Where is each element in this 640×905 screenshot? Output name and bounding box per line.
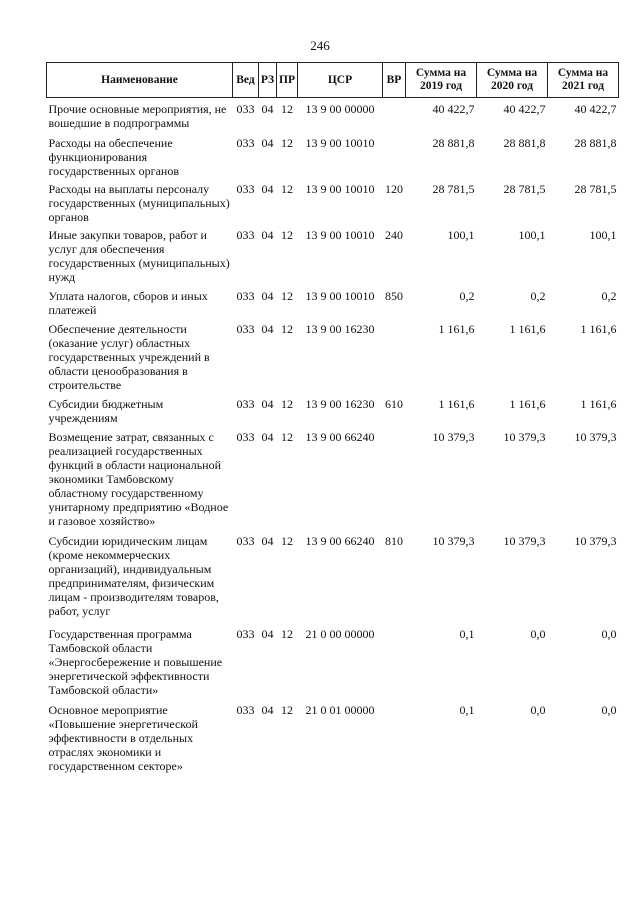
row-ved: 033 [236,228,255,242]
row-name: Расходы на выплаты персоналу государственных (муниципальных) органов [48,182,230,224]
row-rz: 04 [261,228,274,242]
row-sum-2019: 10 379,3 [432,534,475,548]
row-csr: 21 0 00 00000 [305,627,375,641]
row-sum-2021: 0,0 [601,627,617,641]
row-name: Иные закупки товаров, работ и услуг для обеспечения государственных (муниципальных) нужд [48,228,230,284]
table-row [47,623,619,699]
header-sum-2019: Сумма на 2019 год [406,63,477,98]
row-ved: 033 [236,289,255,303]
row-pr: 12 [281,322,293,336]
row-sum-2021: 100,1 [589,228,617,242]
table-row [47,699,619,774]
row-sum-2021: 0,0 [601,703,617,717]
row-pr: 12 [281,534,293,548]
row-ved: 033 [236,397,255,411]
table-row [47,132,619,178]
row-pr: 12 [281,703,293,717]
row-csr: 21 0 01 00000 [305,703,375,717]
row-sum-2019: 40 422,7 [432,102,475,116]
row-pr: 12 [281,430,293,444]
row-name: Уплата налогов, сборов и иных платежей [48,289,208,317]
row-vr [383,132,406,178]
row-name: Субсидии бюджетным учреждениям [48,397,164,425]
row-vr: 850 [385,289,403,303]
header-csr: ЦСР [298,63,383,98]
row-vr: 610 [385,397,403,411]
header-ved: Вед [233,63,259,98]
row-sum-2020: 10 379,3 [503,534,546,548]
row-sum-2020: 1 161,6 [509,322,546,336]
row-csr: 13 9 00 00000 [305,102,375,116]
row-vr [383,426,406,530]
table-row [47,530,619,623]
row-csr: 13 9 00 10010 [305,136,375,150]
row-csr: 13 9 00 66240 [305,430,375,444]
row-ved: 033 [236,534,255,548]
table-row [47,393,619,426]
row-csr: 13 9 00 10010 [305,228,375,242]
row-rz: 04 [261,534,274,548]
row-sum-2020: 28 781,5 [503,182,546,196]
row-sum-2020: 0,0 [530,627,546,641]
header-sum-2020: Сумма на 2020 год [477,63,548,98]
row-rz: 04 [261,430,274,444]
row-sum-2021: 40 422,7 [574,102,617,116]
row-pr: 12 [281,102,293,116]
row-rz: 04 [261,703,274,717]
row-sum-2020: 40 422,7 [503,102,546,116]
row-rz: 04 [261,322,274,336]
row-name: Субсидии юридическим лицам (кроме некоммерческих организаций), индивидуальным предпринимателям, физическим лицам - производителям товаров, работ, услуг [48,534,219,618]
row-sum-2021: 10 379,3 [574,534,617,548]
row-sum-2021: 28 881,8 [574,136,617,150]
row-sum-2019: 28 781,5 [432,182,475,196]
header-sum-2021: Сумма на 2021 год [548,63,619,98]
row-rz: 04 [261,102,274,116]
row-ved: 033 [236,430,255,444]
row-name: Государственная программа Тамбовской области «Энергосбережение и повышение энергетической эффективности Тамбовской области» [48,627,223,697]
row-name: Расходы на обеспечение функционирования государственных органов [48,136,179,178]
table-row [47,224,619,285]
row-ved: 033 [236,322,255,336]
row-ved: 033 [236,703,255,717]
row-csr: 13 9 00 16230 [305,397,375,411]
row-sum-2019: 0,1 [459,627,475,641]
row-pr: 12 [281,397,293,411]
row-sum-2020: 0,2 [530,289,546,303]
row-sum-2021: 1 161,6 [580,397,617,411]
row-csr: 13 9 00 66240 [305,534,375,548]
row-rz: 04 [261,397,274,411]
row-rz: 04 [261,182,274,196]
row-sum-2020: 100,1 [518,228,546,242]
row-vr: 240 [385,228,403,242]
header-vr: ВР [383,63,406,98]
budget-table [46,62,619,774]
row-pr: 12 [281,289,293,303]
row-vr [383,623,406,699]
row-pr: 12 [281,627,293,641]
row-sum-2020: 28 881,8 [503,136,546,150]
row-sum-2019: 1 161,6 [438,322,475,336]
row-sum-2019: 0,2 [459,289,475,303]
row-vr [383,318,406,393]
header-pr: ПР [277,63,298,98]
table-row [47,318,619,393]
row-name: Основное мероприятие «Повышение энергетической эффективности в отдельных отраслях экономики и государственном секторе» [48,703,198,773]
table-row [47,98,619,133]
table-row [47,178,619,224]
table-header-row [47,63,619,98]
row-csr: 13 9 00 10010 [305,182,375,196]
row-rz: 04 [261,289,274,303]
table-row [47,285,619,318]
row-csr: 13 9 00 16230 [305,322,375,336]
row-vr [383,699,406,774]
row-sum-2019: 10 379,3 [432,430,475,444]
row-sum-2020: 10 379,3 [503,430,546,444]
row-sum-2020: 0,0 [530,703,546,717]
row-sum-2021: 0,2 [601,289,617,303]
row-vr: 120 [385,182,403,196]
row-sum-2019: 1 161,6 [438,397,475,411]
row-rz: 04 [261,136,274,150]
row-pr: 12 [281,136,293,150]
row-sum-2019: 28 881,8 [432,136,475,150]
row-ved: 033 [236,102,255,116]
row-ved: 033 [236,136,255,150]
row-pr: 12 [281,228,293,242]
row-sum-2020: 1 161,6 [509,397,546,411]
row-rz: 04 [261,627,274,641]
row-sum-2021: 1 161,6 [580,322,617,336]
row-ved: 033 [236,182,255,196]
table-row [47,426,619,530]
header-rz: РЗ [259,63,277,98]
row-vr [383,98,406,133]
header-name: Наименование [47,63,233,98]
row-vr: 810 [385,534,403,548]
row-pr: 12 [281,182,293,196]
page-number: 246 [310,38,330,53]
row-name: Обеспечение деятельности (оказание услуг) областных государственных учреждений в области ценообразования в строительстве [48,322,210,392]
row-csr: 13 9 00 10010 [305,289,375,303]
row-ved: 033 [236,627,255,641]
row-sum-2019: 100,1 [447,228,475,242]
row-name: Возмещение затрат, связанных с реализацией государственных функций в области национальной экономики Тамбовскому областному государственному унитарному предприятию «Водное и газовое хозяйство» [48,430,229,528]
row-sum-2021: 10 379,3 [574,430,617,444]
row-sum-2021: 28 781,5 [574,182,617,196]
row-sum-2019: 0,1 [459,703,475,717]
row-name: Прочие основные мероприятия, не вошедшие в подпрограммы [48,102,227,130]
